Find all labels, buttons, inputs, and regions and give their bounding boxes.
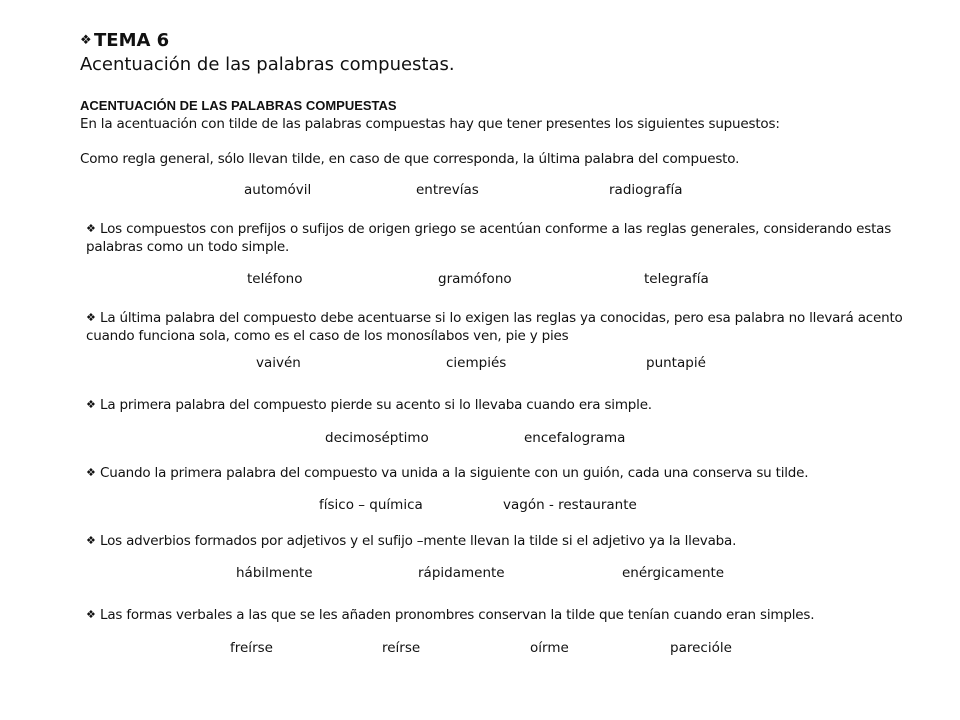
example-word: vaivén [256,355,301,371]
example-word: telegrafía [644,271,709,287]
rule-text: Los compuestos con prefijos o sufijos de origen griego se acentúan conforme a las reglas generales, considerando estas palabras como un todo simple. [86,221,892,255]
diamond-bullet-icon: ❖ [86,311,96,324]
page-subtitle: Acentuación de las palabras compuestas. [80,54,455,75]
page-title: TEMA 6 [94,30,170,51]
example-word: físico – química [319,497,423,513]
diamond-bullet-icon: ❖ [86,398,96,411]
example-word: reírse [382,640,421,656]
general-rule-text: Como regla general, sólo llevan tilde, en caso de que corresponda, la última palabra del compuesto. [80,151,740,167]
diamond-bullet-icon: ❖ [86,466,96,479]
rule-text: La última palabra del compuesto debe acentuarse si lo exigen las reglas ya conocidas, pero esa palabra no llevará acento cuando funciona sola, como es el caso de los monosílabos ven, pie y pies [86,310,903,344]
example-word: rápidamente [418,565,505,581]
example-word: ciempiés [446,355,507,371]
diamond-bullet-icon: ❖ [86,534,96,547]
rule-verb-pronouns [86,607,814,623]
rule-text: Las formas verbales a las que se les añaden pronombres conservan la tilde que tenían cuando eran simples. [100,607,815,623]
rule-text: La primera palabra del compuesto pierde su acento si lo llevaba cuando era simple. [100,397,652,413]
example-word: puntapié [646,355,706,371]
diamond-bullet-icon: ❖ [80,33,92,48]
title-row [80,30,169,51]
rule-last-word [86,309,916,345]
intro-text: En la acentuación con tilde de las palabras compuestas hay que tener presentes los siguientes supuestos: [80,116,780,132]
rule-mente-adverbs [86,533,736,549]
diamond-bullet-icon: ❖ [86,608,96,621]
rule-text: Los adverbios formados por adjetivos y el sufijo –mente llevan la tilde si el adjetivo ya la llevaba. [100,533,737,549]
rule-greek-affixes [86,220,916,256]
example-word: teléfono [247,271,303,287]
example-word: pareciόle [670,640,732,656]
example-word: freírse [230,640,273,656]
example-word: radiografía [609,182,683,198]
rule-first-word [86,397,652,413]
example-word: decimoséptimo [325,430,429,446]
example-word: entrevías [416,182,479,198]
example-word: vagón - restaurante [503,497,637,513]
example-word: hábilmente [236,565,313,581]
example-word: automóvil [244,182,312,198]
rule-text: Cuando la primera palabra del compuesto va unida a la siguiente con un guión, cada una conserva su tilde. [100,465,809,481]
diamond-bullet-icon: ❖ [86,222,96,235]
example-word: enérgicamente [622,565,725,581]
example-word: gramófono [438,271,512,287]
section-heading: ACENTUACIÓN DE LAS PALABRAS COMPUESTAS [80,98,397,113]
rule-hyphenated [86,465,808,481]
example-word: oírme [530,640,569,656]
example-word: encefalograma [524,430,626,446]
